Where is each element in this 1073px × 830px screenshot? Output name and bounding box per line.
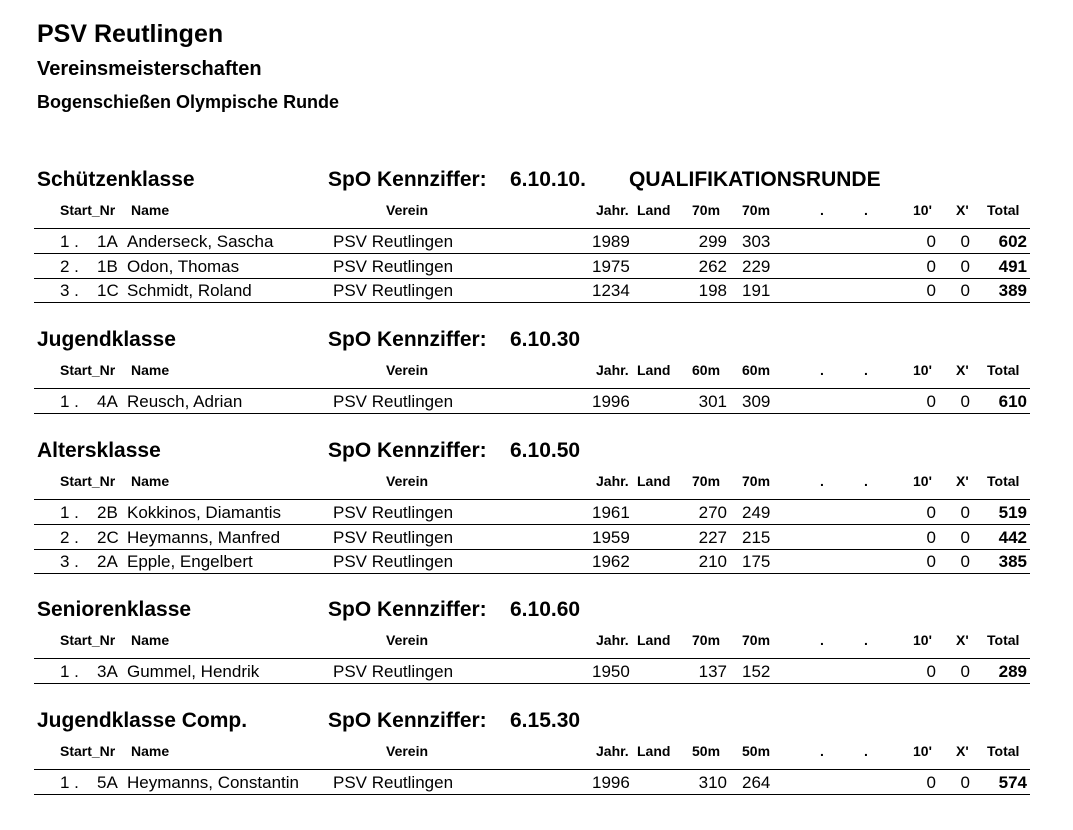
table-row bbox=[0, 770, 1073, 794]
start-nr-cell: 1A bbox=[97, 232, 118, 251]
column-header: Start_Nr bbox=[60, 202, 116, 218]
x-cell: 0 bbox=[960, 281, 970, 300]
distance2-cell: 303 bbox=[742, 232, 771, 251]
column-header-row bbox=[0, 743, 1073, 761]
kennziffer-label: SpO Kennziffer: bbox=[328, 439, 487, 462]
start-nr-cell: 1B bbox=[97, 256, 118, 276]
kennziffer-label: SpO Kennziffer: bbox=[328, 328, 487, 351]
column-header: . bbox=[864, 473, 868, 489]
distance2-cell: 175 bbox=[742, 552, 771, 571]
distance2-cell: 249 bbox=[742, 503, 771, 522]
total-cell: 574 bbox=[998, 773, 1027, 792]
x-cell: 0 bbox=[960, 662, 970, 681]
tens-cell: 0 bbox=[926, 256, 936, 276]
name-cell: Odon, Thomas bbox=[127, 256, 240, 276]
rank-cell: 2 . bbox=[60, 527, 79, 547]
column-header: Jahr. bbox=[596, 473, 629, 489]
column-header: Land bbox=[637, 362, 671, 378]
page-title: PSV Reutlingen bbox=[37, 20, 224, 48]
page-subtitle: Vereinsmeisterschaften bbox=[37, 58, 262, 80]
class-section bbox=[0, 598, 1073, 698]
class-title: Seniorenklasse bbox=[37, 598, 192, 621]
x-cell: 0 bbox=[960, 527, 970, 547]
column-header: X' bbox=[956, 743, 969, 759]
start-nr-cell: 5A bbox=[97, 773, 118, 792]
distance2-cell: 229 bbox=[742, 256, 771, 276]
column-header: 60m bbox=[742, 362, 771, 378]
start-nr-cell: 2A bbox=[97, 552, 118, 571]
row-divider bbox=[34, 413, 1030, 414]
column-header: Verein bbox=[386, 202, 429, 218]
column-header: 10' bbox=[913, 473, 932, 489]
column-header-row bbox=[0, 202, 1073, 220]
name-cell: Schmidt, Roland bbox=[127, 281, 252, 300]
kennziffer-value: 6.10.50 bbox=[510, 439, 581, 462]
column-header: Name bbox=[131, 632, 170, 648]
start-nr-cell: 2C bbox=[97, 527, 119, 547]
distance2-cell: 191 bbox=[742, 281, 771, 300]
column-header: Land bbox=[637, 632, 671, 648]
column-header: Start_Nr bbox=[60, 362, 116, 378]
verein-cell: PSV Reutlingen bbox=[333, 773, 454, 792]
start-nr-cell: 1C bbox=[97, 281, 119, 300]
class-section bbox=[0, 328, 1073, 428]
rank-cell: 1 . bbox=[60, 392, 79, 411]
table-row bbox=[0, 659, 1073, 683]
column-header: Land bbox=[637, 473, 671, 489]
column-header: 10' bbox=[913, 362, 932, 378]
column-header: 70m bbox=[742, 473, 771, 489]
rank-cell: 1 . bbox=[60, 773, 79, 792]
tens-cell: 0 bbox=[926, 503, 936, 522]
kennziffer-label: SpO Kennziffer: bbox=[328, 598, 487, 621]
total-cell: 389 bbox=[998, 281, 1027, 300]
column-header: Jahr. bbox=[596, 632, 629, 648]
column-header: Jahr. bbox=[596, 743, 629, 759]
distance2-cell: 309 bbox=[742, 392, 771, 411]
kennziffer-label: SpO Kennziffer: bbox=[328, 168, 487, 191]
jahr-cell: 1950 bbox=[592, 662, 630, 681]
verein-cell: PSV Reutlingen bbox=[333, 527, 454, 547]
column-header: X' bbox=[956, 362, 969, 378]
column-header: Name bbox=[131, 362, 170, 378]
distance2-cell: 152 bbox=[742, 662, 771, 681]
name-cell: Epple, Engelbert bbox=[127, 552, 253, 571]
rank-cell: 2 . bbox=[60, 256, 79, 276]
total-cell: 442 bbox=[998, 527, 1027, 547]
jahr-cell: 1996 bbox=[592, 392, 630, 411]
column-header: Total bbox=[987, 632, 1020, 648]
name-cell: Gummel, Hendrik bbox=[127, 662, 260, 681]
class-title: Schützenklasse bbox=[37, 168, 195, 191]
x-cell: 0 bbox=[960, 503, 970, 522]
x-cell: 0 bbox=[960, 256, 970, 276]
column-header: 70m bbox=[692, 202, 721, 218]
column-header: Verein bbox=[386, 473, 429, 489]
column-header: Land bbox=[637, 202, 671, 218]
kennziffer-value: 6.10.30 bbox=[510, 328, 581, 351]
verein-cell: PSV Reutlingen bbox=[333, 662, 454, 681]
table-row bbox=[0, 229, 1073, 253]
column-header: 70m bbox=[692, 632, 721, 648]
jahr-cell: 1234 bbox=[592, 281, 630, 300]
column-header: Total bbox=[987, 362, 1020, 378]
distance1-cell: 310 bbox=[698, 773, 727, 792]
total-cell: 610 bbox=[998, 392, 1027, 411]
column-header: Total bbox=[987, 743, 1020, 759]
verein-cell: PSV Reutlingen bbox=[333, 552, 454, 571]
column-header: X' bbox=[956, 632, 969, 648]
name-cell: Heymanns, Manfred bbox=[127, 527, 281, 547]
column-header: Name bbox=[131, 473, 170, 489]
jahr-cell: 1961 bbox=[592, 503, 630, 522]
column-header: 10' bbox=[913, 632, 932, 648]
column-header: . bbox=[820, 743, 824, 759]
total-cell: 491 bbox=[998, 256, 1027, 276]
tens-cell: 0 bbox=[926, 392, 936, 411]
start-nr-cell: 3A bbox=[97, 662, 118, 681]
distance1-cell: 137 bbox=[698, 662, 727, 681]
name-cell: Kokkinos, Diamantis bbox=[127, 503, 282, 522]
discipline-title: Bogenschießen Olympische Runde bbox=[37, 92, 340, 112]
name-cell: Reusch, Adrian bbox=[127, 392, 243, 411]
distance1-cell: 301 bbox=[698, 392, 727, 411]
row-divider bbox=[34, 683, 1030, 684]
start-nr-cell: 2B bbox=[97, 503, 118, 522]
column-header: Verein bbox=[386, 362, 429, 378]
column-header: Total bbox=[987, 202, 1020, 218]
jahr-cell: 1989 bbox=[592, 232, 630, 251]
column-header: . bbox=[820, 202, 824, 218]
distance1-cell: 227 bbox=[698, 527, 727, 547]
rank-cell: 3 . bbox=[60, 281, 79, 300]
class-title: Altersklasse bbox=[37, 439, 161, 462]
column-header: Total bbox=[987, 473, 1020, 489]
verein-cell: PSV Reutlingen bbox=[333, 281, 454, 300]
total-cell: 385 bbox=[998, 552, 1027, 571]
column-header: Jahr. bbox=[596, 202, 629, 218]
column-header: 10' bbox=[913, 743, 932, 759]
x-cell: 0 bbox=[960, 392, 970, 411]
column-header: . bbox=[864, 743, 868, 759]
jahr-cell: 1975 bbox=[592, 256, 630, 276]
x-cell: 0 bbox=[960, 232, 970, 251]
total-cell: 519 bbox=[998, 503, 1027, 522]
column-header: . bbox=[820, 473, 824, 489]
column-header: . bbox=[864, 202, 868, 218]
column-header: Start_Nr bbox=[60, 743, 116, 759]
table-row bbox=[0, 549, 1073, 573]
column-header: . bbox=[864, 632, 868, 648]
distance1-cell: 210 bbox=[698, 552, 727, 571]
column-header-row bbox=[0, 632, 1073, 650]
distance1-cell: 299 bbox=[698, 232, 727, 251]
kennziffer-value: 6.15.30 bbox=[510, 709, 581, 732]
jahr-cell: 1959 bbox=[592, 527, 630, 547]
kennziffer-label: SpO Kennziffer: bbox=[328, 709, 487, 732]
table-row bbox=[0, 254, 1073, 278]
column-header: Verein bbox=[386, 743, 429, 759]
distance1-cell: 270 bbox=[698, 503, 727, 522]
column-header: Start_Nr bbox=[60, 473, 116, 489]
column-header: Verein bbox=[386, 632, 429, 648]
column-header: 50m bbox=[692, 743, 721, 759]
name-cell: Heymanns, Constantin bbox=[127, 773, 299, 792]
jahr-cell: 1996 bbox=[592, 773, 630, 792]
column-header-row bbox=[0, 362, 1073, 380]
total-cell: 289 bbox=[998, 662, 1027, 681]
column-header: . bbox=[820, 632, 824, 648]
column-header: 70m bbox=[742, 632, 771, 648]
verein-cell: PSV Reutlingen bbox=[333, 256, 454, 276]
verein-cell: PSV Reutlingen bbox=[333, 503, 454, 522]
distance1-cell: 198 bbox=[698, 281, 727, 300]
distance2-cell: 264 bbox=[742, 773, 771, 792]
tens-cell: 0 bbox=[926, 232, 936, 251]
column-header: 60m bbox=[692, 362, 721, 378]
distance1-cell: 262 bbox=[698, 256, 727, 276]
kennziffer-value: 6.10.10. bbox=[510, 168, 586, 191]
class-section bbox=[0, 168, 1073, 300]
tens-cell: 0 bbox=[926, 773, 936, 792]
rank-cell: 1 . bbox=[60, 232, 79, 251]
x-cell: 0 bbox=[960, 773, 970, 792]
table-row bbox=[0, 500, 1073, 524]
column-header: 70m bbox=[692, 473, 721, 489]
column-header: X' bbox=[956, 202, 969, 218]
table-row bbox=[0, 389, 1073, 413]
class-title: Jugendklasse Comp. bbox=[37, 709, 248, 732]
column-header: Land bbox=[637, 743, 671, 759]
verein-cell: PSV Reutlingen bbox=[333, 392, 454, 411]
row-divider bbox=[34, 794, 1030, 795]
name-cell: Anderseck, Sascha bbox=[127, 232, 274, 251]
tens-cell: 0 bbox=[926, 552, 936, 571]
verein-cell: PSV Reutlingen bbox=[333, 232, 454, 251]
round-label: QUALIFIKATIONSRUNDE bbox=[629, 168, 881, 191]
column-header-row bbox=[0, 473, 1073, 491]
column-header: Start_Nr bbox=[60, 632, 116, 648]
kennziffer-value: 6.10.60 bbox=[510, 598, 581, 621]
class-section bbox=[0, 709, 1073, 809]
x-cell: 0 bbox=[960, 552, 970, 571]
column-header: 10' bbox=[913, 202, 932, 218]
distance2-cell: 215 bbox=[742, 527, 771, 547]
class-section bbox=[0, 439, 1073, 571]
row-divider bbox=[34, 302, 1030, 303]
class-title: Jugendklasse bbox=[37, 328, 176, 351]
table-row bbox=[0, 278, 1073, 302]
tens-cell: 0 bbox=[926, 527, 936, 547]
total-cell: 602 bbox=[998, 232, 1027, 251]
rank-cell: 3 . bbox=[60, 552, 79, 571]
rank-cell: 1 . bbox=[60, 503, 79, 522]
column-header: 50m bbox=[742, 743, 771, 759]
row-divider bbox=[34, 573, 1030, 574]
column-header: 70m bbox=[742, 202, 771, 218]
tens-cell: 0 bbox=[926, 662, 936, 681]
rank-cell: 1 . bbox=[60, 662, 79, 681]
column-header: X' bbox=[956, 473, 969, 489]
table-row bbox=[0, 525, 1073, 549]
column-header: Name bbox=[131, 202, 170, 218]
jahr-cell: 1962 bbox=[592, 552, 630, 571]
column-header: Name bbox=[131, 743, 170, 759]
column-header: . bbox=[864, 362, 868, 378]
tens-cell: 0 bbox=[926, 281, 936, 300]
column-header: Jahr. bbox=[596, 362, 629, 378]
start-nr-cell: 4A bbox=[97, 392, 118, 411]
column-header: . bbox=[820, 362, 824, 378]
